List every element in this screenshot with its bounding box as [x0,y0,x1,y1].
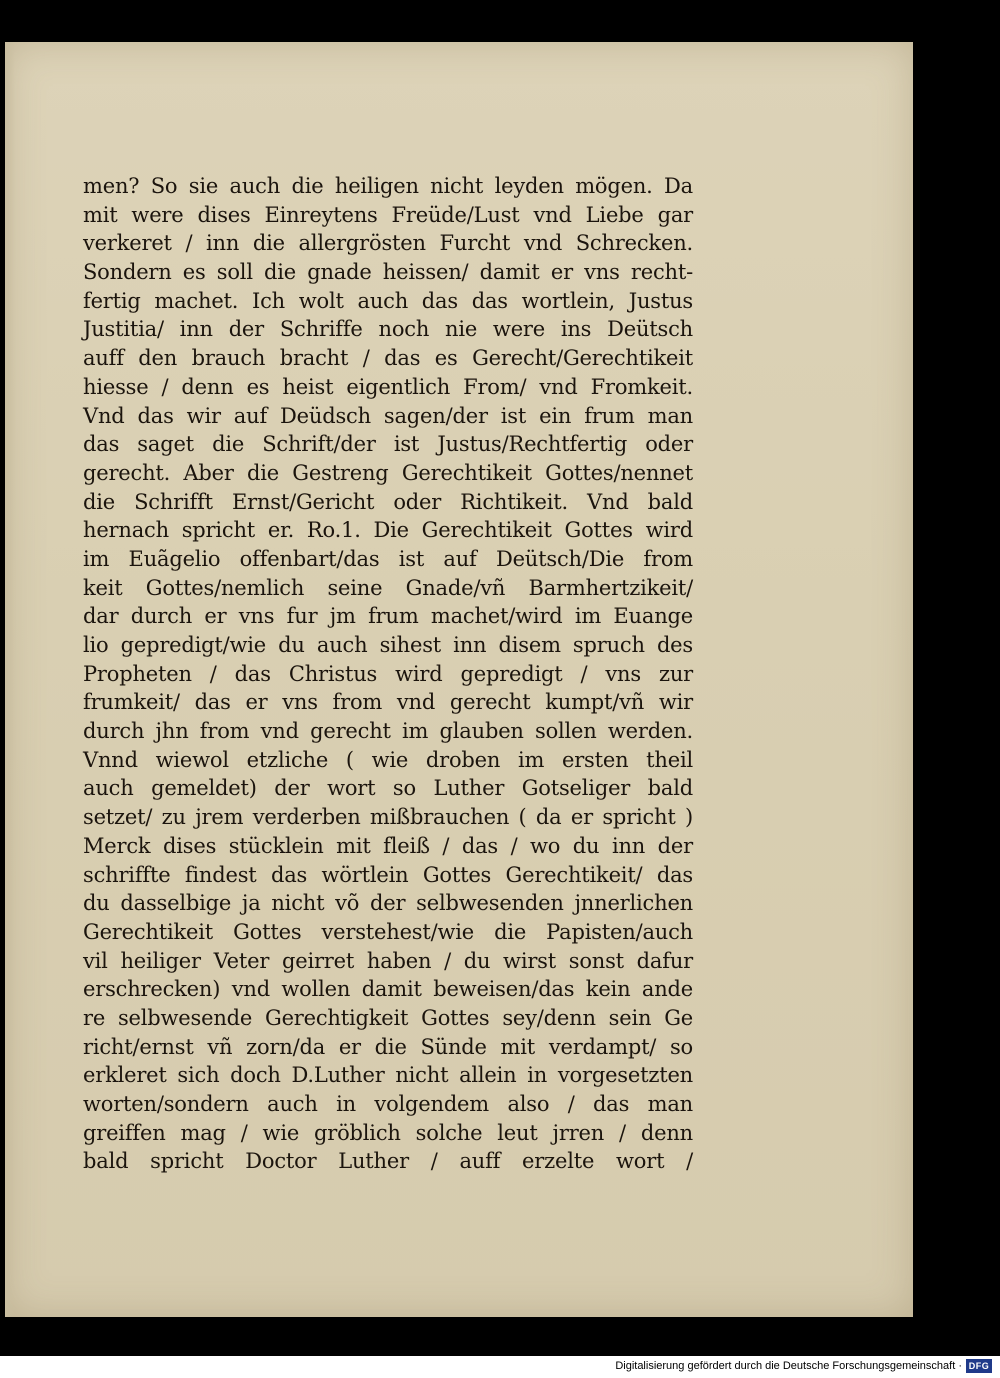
text-line: die Schrifft Ernst/Gericht oder Richtikeit. Vnd bald [83,489,693,514]
text-line: mit were dises Einreytens Freüde/Lust vnd Liebe gar [83,202,693,227]
funding-credit: Digitalisierung gefördert durch die Deutsche Forschungsgemeinschaft · [615,1360,962,1372]
text-line: erkleret sich doch D.Luther nicht allein in vorgesetzten [83,1063,693,1088]
scanned-page [5,42,913,1317]
text-line: verkeret / inn die allergrösten Furcht vnd Schrecken. [83,231,693,256]
text-line: men? So sie auch die heiligen nicht leyden mögen. Da [83,174,693,198]
text-line: hiesse / denn es heist eigentlich From/ vnd Fromkeit. [83,374,693,399]
text-line: frumkeit/ das er vns from vnd gerecht kumpt/vñ wir [83,690,693,715]
text-line: bald spricht Doctor Luther / auff erzelte wort / [83,1149,693,1174]
text-line: auch gemeldet) der wort so Luther Gotseliger bald [83,776,693,801]
text-line: Vnd das wir auf Deüdsch sagen/der ist ein frum man [83,403,693,428]
page-edge-shadow [5,42,15,1317]
text-line: setzet/ zu jrem verderben mißbrauchen ( da er spricht ) [83,805,693,830]
text-line: greiffen mag / wie gröblich solche leut jrren / denn [83,1120,693,1145]
text-line: Gerechtikeit Gottes verstehest/wie die Papisten/auch [83,919,693,944]
text-line: dar durch er vns fur jm frum machet/wird im Euange [83,604,693,629]
text-line: vil heiliger Veter geirret haben / du wirst sonst dafur [83,948,693,973]
text-line: richt/ernst vñ zorn/da er die Sünde mit verdampt/ so [83,1034,693,1059]
text-line: Vnnd wiewol etzliche ( wie droben im ersten theil [83,747,693,772]
text-line: lio gepredigt/wie du auch sihest inn disem spruch des [83,633,693,657]
text-line: Propheten / das Christus wird gepredigt / vns zur [83,661,693,686]
text-line: worten/sondern auch in volgendem also / das man [83,1092,693,1116]
text-line: Sondern es soll die gnade heissen/ damit er vns recht- [83,260,693,285]
text-line: auff den brauch bracht / das es Gerecht/Gerechtikeit [83,346,693,371]
body-text-block [83,172,693,1176]
text-line: keit Gottes/nemlich seine Gnade/vñ Barmhertzikeit/ [83,575,693,600]
text-line: gerecht. Aber die Gestreng Gerechtikeit Gottes/nennet [83,460,693,485]
footer-bar [0,1356,1000,1378]
text-line: fertig machet. Ich wolt auch das das wortlein, Justus [83,288,693,313]
text-line: du dasselbige ja nicht võ der selbwesenden jnnerlichen [83,891,693,916]
text-line: Merck dises stücklein mit fleiß / das / wo du inn der [83,833,693,858]
text-line: das saget die Schrift/der ist Justus/Rechtfertig oder [83,432,693,457]
text-line: hernach spricht er. Ro.1. Die Gerechtikeit Gottes wird [83,518,693,543]
text-line: schriffte findest das wörtlein Gottes Gerechtikeit/ das [83,862,693,887]
dfg-logo-icon: DFG [966,1359,992,1373]
text-line: re selbwesende Gerechtigkeit Gottes sey/denn sein Ge [83,1005,693,1030]
text-line: erschrecken) vnd wollen damit beweisen/das kein ande [83,977,693,1002]
text-line: im Euãgelio offenbart/das ist auf Deütsch/Die from [83,546,693,571]
text-line: Justitia/ inn der Schriffe noch nie were ins Deütsch [83,317,693,342]
text-line: durch jhn from vnd gerecht im glauben sollen werden. [83,719,693,744]
